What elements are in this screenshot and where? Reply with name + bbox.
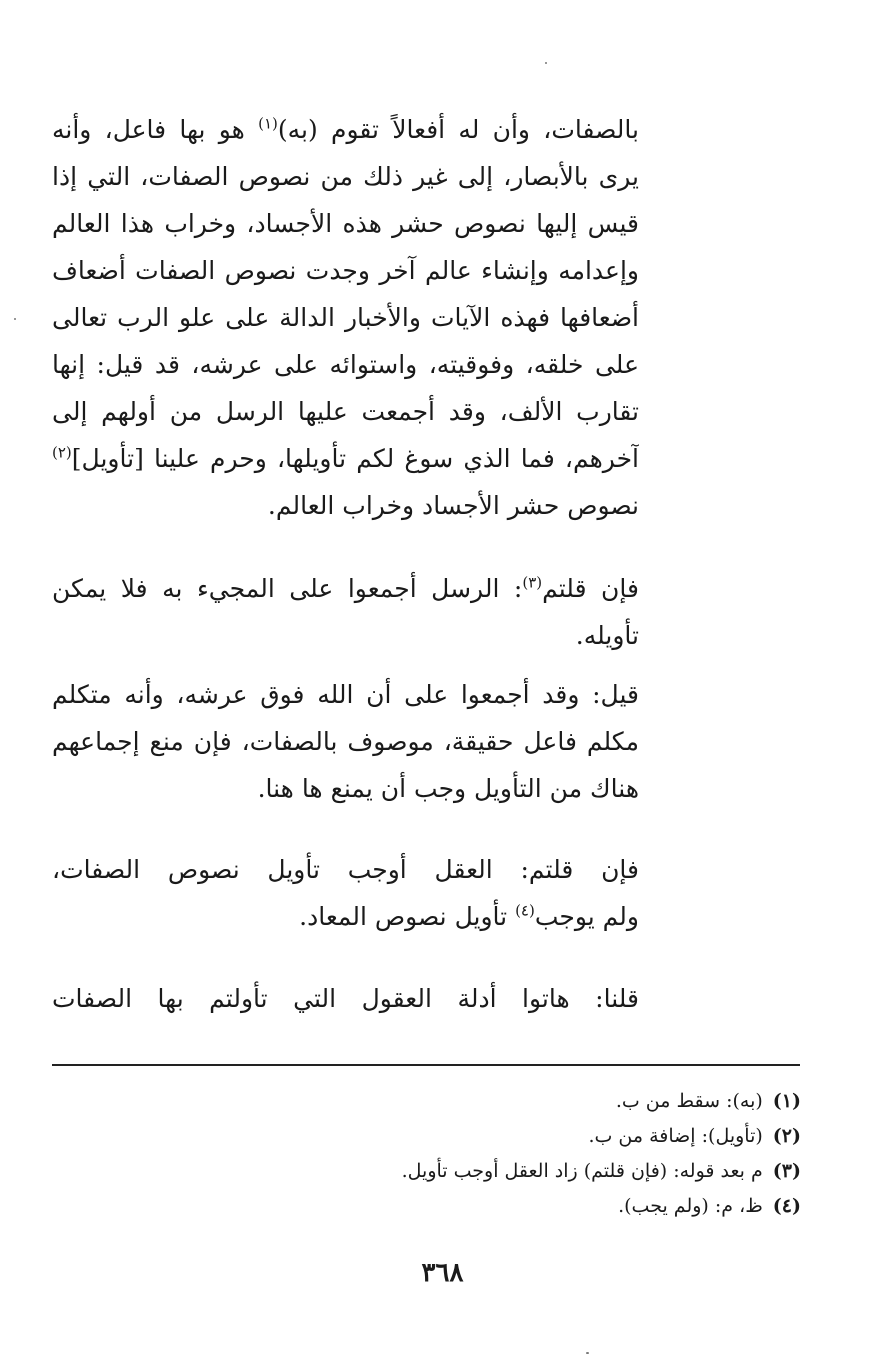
footnote-item [101,1119,801,1154]
text-line: يرى بالأبصار، إلى غير ذلك من نصوص الصفات، التي إذا [52,162,639,191]
text-line: تأويله. [575,621,639,650]
footnote-number: (٣) [772,1160,801,1182]
footnote-text: م بعد قوله: (فإن قلتم) زاد العقل أوجب تأويل. [401,1160,763,1182]
footnote-number: (٤) [772,1195,801,1217]
footnote-number: (١) [772,1090,801,1112]
text-line: فإن قلتم: العقل أوجب تأويل نصوص الصفات، [52,855,639,884]
footnotes [101,1084,801,1224]
footnote-item [101,1189,801,1224]
scan-speck [545,62,547,64]
text-line: مكلم فاعل حقيقة، موصوف بالصفات، فإن منع إجماعهم [52,727,639,756]
paragraph-4 [52,846,639,940]
footnote-separator [52,1064,800,1066]
footnote-marker: (٢) [52,443,72,462]
text-line: تقارب الألف، وقد أجمعت عليها الرسل من أولهم إلى [52,397,639,426]
scan-speck [14,318,16,320]
footnote-text: (تأويل): إضافة من ب. [588,1125,763,1147]
paragraph-2 [52,565,639,659]
footnote-marker: (٣) [522,573,543,592]
footnote-text: ظ، م: (ولم يجب). [618,1195,763,1217]
text-line: نصوص حشر الأجساد وخراب العالم. [267,491,639,520]
footnote-item [101,1084,801,1119]
paragraph-5 [52,975,639,1022]
page-number: ٣٦٨ [421,1258,464,1288]
scan-speck [586,1352,589,1354]
text-line: فإن قلتم$^{(٣)}$: الرسل أجمعوا على المجيء به فلا يمكن [52,573,639,603]
paragraph-1 [52,106,639,529]
text-line: آخرهم، فما الذي سوغ لكم تأويلها، وحرم علينا [تأويل]$^{(٢)}$ [52,443,639,473]
footnote-item [101,1154,801,1189]
footnote-marker: (٤) [515,901,535,920]
text-line: قلنا: هاتوا أدلة العقول التي تأولتم بها الصفات [52,984,639,1013]
text-line: أضعافها فهذه الآيات والأخبار الدالة على علو الرب تعالى [52,303,639,332]
text-line: قيس إليها نصوص حشر هذه الأجساد، وخراب هذا العالم [52,209,639,238]
text-line: وإعدامه وإنشاء عالم آخر وجدت نصوص الصفات أضعاف [52,256,639,285]
footnote-marker: (١) [258,114,278,133]
paragraph-3 [52,671,639,812]
footnote-text: (به): سقط من ب. [615,1090,763,1112]
text-line: بالصفات، وأن له أفعالاً تقوم (به)$^{(١)}$ هو بها فاعل، وأنه [52,114,639,144]
text-line: قيل: وقد أجمعوا على أن الله فوق عرشه، وأنه متكلم [52,680,639,709]
text-line: ولم يوجب$^{(٤)}$ تأويل نصوص المعاد. [299,901,639,931]
footnote-number: (٢) [772,1125,801,1147]
text-line: هناك من التأويل وجب أن يمنع ها هنا. [257,774,639,803]
text-line: على خلقه، وفوقيته، واستوائه على عرشه، قد قيل: إنها [52,350,639,379]
